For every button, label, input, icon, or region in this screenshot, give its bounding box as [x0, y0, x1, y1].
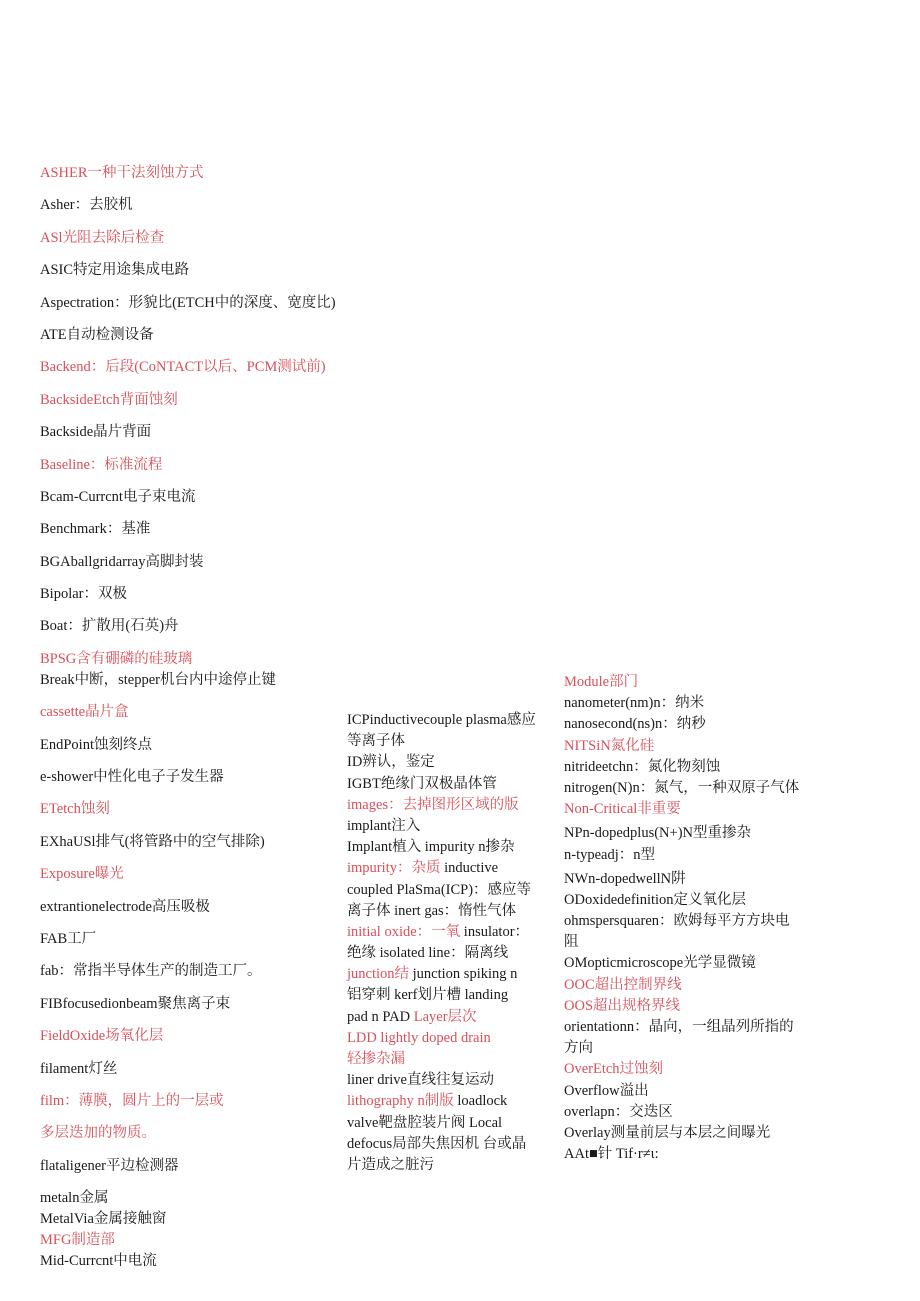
- column-left: [40, 162, 340, 1271]
- glossary-entry: [40, 1090, 340, 1122]
- glossary-entry: [564, 1123, 824, 1144]
- glossary-entry: [40, 583, 340, 615]
- entry-text: Implant植入 impurity n掺杂: [347, 839, 515, 856]
- entry-text: junction spiking n: [409, 966, 518, 983]
- entry-text: nitrideetchn：氮化物刻蚀: [564, 758, 721, 775]
- glossary-entry: [40, 648, 340, 669]
- entry-text: film：薄膜，圆片上的一层或: [40, 1092, 224, 1109]
- glossary-entry: [564, 869, 824, 890]
- entry-text: impurity：杂质: [347, 860, 441, 877]
- entry-text: OOC超出控制界线: [564, 976, 682, 993]
- glossary-entry: [564, 1102, 824, 1123]
- entry-text: pad n PAD: [347, 1008, 414, 1025]
- entry-text: overlapn：交迭区: [564, 1103, 673, 1120]
- entry-text: Bipolar：双极: [40, 586, 127, 603]
- entry-text: images：去掉图形区域的版: [347, 796, 519, 813]
- entry-text: inductive: [440, 860, 499, 877]
- glossary-entry: [347, 922, 557, 943]
- entry-text: nanosecond(ns)n：纳秒: [564, 716, 706, 733]
- glossary-entry: [564, 736, 824, 757]
- glossary-entry: [40, 389, 340, 421]
- entry-text: OverEtch过蚀刻: [564, 1061, 664, 1078]
- glossary-entry: [347, 710, 557, 731]
- glossary-entry: [40, 292, 340, 324]
- glossary-entry: [347, 1049, 557, 1070]
- glossary-entry: [347, 858, 557, 879]
- entry-text: ASHER一种干法刻蚀方式: [40, 165, 204, 181]
- entry-text: extrantionelectrode高压吸极: [40, 898, 210, 915]
- glossary-entry: [40, 831, 340, 863]
- entry-text: 离子体 inert gas：惰性气体: [347, 902, 517, 919]
- glossary-entry: [564, 1059, 824, 1080]
- entry-text: 铝穿刺 kerf划片槽 landing: [347, 987, 509, 1004]
- entry-text: Boat：扩散用(石英)舟: [40, 618, 179, 635]
- entry-text: lithography n制版: [347, 1093, 454, 1110]
- entry-text: BacksideEtch背面蚀刻: [40, 391, 178, 408]
- entry-text: initial oxide：一氧: [347, 923, 461, 940]
- glossary-entry: [40, 766, 340, 798]
- entry-text: ASIC特定用途集成电路: [40, 262, 190, 279]
- glossary-entry: [564, 1017, 824, 1038]
- glossary-entry: [347, 901, 557, 922]
- entry-text: defocus局部失焦因机 台或晶: [347, 1135, 527, 1152]
- glossary-entry: [347, 1155, 557, 1176]
- column-right: [564, 672, 824, 1165]
- glossary-entry: [564, 890, 824, 911]
- entry-text: 方向: [564, 1040, 593, 1057]
- glossary-entry: [40, 993, 340, 1025]
- entry-text: Break中断，stepper机台内中途停止键: [40, 671, 276, 688]
- entry-text: BPSG含有硼磷的硅玻璃: [40, 650, 193, 667]
- glossary-entry: [347, 1070, 557, 1091]
- glossary-entry: [564, 1144, 824, 1165]
- entry-text: ID辨认，鉴定: [347, 754, 435, 771]
- column-middle: [347, 710, 557, 1176]
- entry-text: metaln金属: [40, 1190, 109, 1207]
- glossary-entry: [347, 985, 557, 1006]
- entry-text: ODoxidedefinition定义氧化层: [564, 891, 747, 908]
- entry-text: loadlock: [453, 1093, 508, 1110]
- glossary-entry: [564, 845, 824, 866]
- entry-text: 阻: [564, 934, 579, 951]
- glossary-entry: [564, 911, 824, 932]
- glossary-entry: [347, 943, 557, 964]
- entry-text: n-typeadj：n型: [564, 846, 656, 863]
- entry-text: FieldOxide场氧化层: [40, 1028, 164, 1045]
- entry-text: BGAballgridarray高脚封装: [40, 553, 204, 570]
- glossary-entry: [40, 356, 340, 388]
- entry-text: Layer层次: [413, 1008, 477, 1025]
- glossary-entry: [564, 975, 824, 996]
- glossary-entry: [40, 518, 340, 550]
- glossary-entry: [564, 672, 824, 693]
- entry-text: Bcam-Currcnt电子束电流: [40, 488, 196, 505]
- glossary-entry: [564, 953, 824, 974]
- entry-text: FAB工厂: [40, 930, 97, 947]
- glossary-entry: [40, 227, 340, 259]
- glossary-entry: [347, 795, 557, 816]
- entry-text: liner drive直线往复运动: [347, 1072, 494, 1089]
- entry-text: MFG制造部: [40, 1232, 115, 1249]
- entry-text: ICPinductivecouple plasma感应: [347, 712, 536, 728]
- entry-text: Benchmark：基准: [40, 521, 151, 538]
- glossary-entry: [347, 964, 557, 985]
- entry-text: NWn-dopedwellN阱: [564, 870, 686, 887]
- entry-text: nitrogen(N)n：氮气，一种双原子气体: [564, 779, 800, 796]
- entry-text: 轻掺杂漏: [347, 1051, 405, 1067]
- glossary-entry: [40, 1155, 340, 1187]
- glossary-entry: [347, 752, 557, 773]
- glossary-entry: [40, 324, 340, 356]
- entry-text: NITSiN氮化硅: [564, 737, 655, 754]
- entry-text: OMopticmicroscope光学显微镜: [564, 955, 756, 972]
- entry-text: Mid-Currcnt中电流: [40, 1253, 157, 1270]
- entry-text: EndPoint蚀刻终点: [40, 736, 152, 753]
- glossary-entry: [347, 1028, 557, 1049]
- entry-text: 绝缘 isolated line：隔离线: [347, 945, 509, 962]
- glossary-entry: [564, 1038, 824, 1059]
- entry-text: AAt■针 Tif·r≠ι:: [564, 1146, 659, 1163]
- glossary-entry: [347, 1113, 557, 1134]
- glossary-entry: [564, 1081, 824, 1102]
- glossary-entry: [40, 454, 340, 486]
- entry-text: nanometer(nm)n：纳米: [564, 695, 705, 712]
- glossary-entry: [40, 1250, 340, 1271]
- entry-text: valve靶盘腔装片阀 Local: [347, 1114, 503, 1131]
- entry-text: EXhaUSl排气(将管路中的空气排除): [40, 833, 265, 850]
- entry-text: Exposure曝光: [40, 866, 124, 883]
- glossary-entry: [40, 162, 340, 194]
- entry-text: IGBT绝缘门双极晶体管: [347, 775, 497, 792]
- entry-text: Baseline：标准流程: [40, 456, 163, 473]
- entry-text: implant注入: [347, 817, 421, 834]
- entry-text: Module部门: [564, 674, 639, 690]
- entry-text: NPn-dopedplus(N+)N型重掺杂: [564, 825, 751, 842]
- entry-text: fab：常指半导体生产的制造工厂。: [40, 963, 262, 980]
- entry-text: ETetch蚀刻: [40, 801, 110, 818]
- entry-text: 等离子体: [347, 733, 405, 750]
- glossary-entry: [40, 960, 340, 992]
- glossary-entry: [347, 837, 557, 858]
- glossary-entry: [40, 1208, 340, 1229]
- glossary-entry: [40, 486, 340, 518]
- entry-text: Aspectration：形貌比(ETCH中的深度、宽度比): [40, 294, 336, 311]
- glossary-entry: [347, 816, 557, 837]
- glossary-entry: [564, 799, 824, 820]
- glossary-entry: [40, 194, 340, 226]
- entry-text: OOS超出规格界线: [564, 997, 681, 1014]
- glossary-entry: [40, 259, 340, 291]
- glossary-entry: [40, 1058, 340, 1090]
- entry-text: ohmspersquaren：欧姆每平方方块电: [564, 913, 790, 930]
- glossary-entry: [40, 896, 340, 928]
- glossary-entry: [40, 551, 340, 583]
- glossary-entry: [40, 1122, 340, 1154]
- entry-text: Overlay测量前层与本层之间曝光: [564, 1124, 771, 1141]
- entry-text: e-shower中性化电子子发生器: [40, 769, 224, 786]
- entry-text: junction结: [347, 966, 410, 983]
- entry-text: coupled PlaSma(ICP)：感应等: [347, 881, 532, 898]
- entry-text: ASl光阻去除后检查: [40, 229, 165, 246]
- glossary-entry: [40, 734, 340, 766]
- glossary-entry: [564, 823, 824, 844]
- glossary-entry: [40, 421, 340, 453]
- entry-text: MetalVia金属接触窗: [40, 1211, 167, 1228]
- entry-text: flataligener平边检测器: [40, 1157, 179, 1174]
- entry-text: FIBfocusedionbeam聚焦离子束: [40, 995, 231, 1012]
- glossary-entry: [347, 774, 557, 795]
- entry-text: Non-Critical非重要: [564, 801, 681, 818]
- glossary-entry: [564, 932, 824, 953]
- glossary-entry: [564, 778, 824, 799]
- entry-text: Overflow溢出: [564, 1082, 649, 1099]
- glossary-entry: [40, 701, 340, 733]
- entry-text: Asher：去胶机: [40, 197, 133, 214]
- glossary-entry: [347, 1091, 557, 1112]
- glossary-entry: [564, 693, 824, 714]
- glossary-entry: [40, 928, 340, 960]
- entry-text: LDD lightly doped drain: [347, 1029, 491, 1046]
- entry-text: orientationn：晶向，一组晶列所指的: [564, 1019, 794, 1035]
- glossary-entry: [347, 1134, 557, 1155]
- glossary-entry: [40, 798, 340, 830]
- glossary-entry: [40, 1229, 340, 1250]
- entry-text: filament灯丝: [40, 1060, 118, 1077]
- glossary-entry: [347, 731, 557, 752]
- entry-text: insulator：: [460, 923, 530, 940]
- glossary-entry: [564, 996, 824, 1017]
- entry-text: 片造成之脏污: [347, 1156, 434, 1173]
- entry-text: ATE自动检测设备: [40, 326, 154, 343]
- glossary-entry: [40, 1187, 340, 1208]
- glossary-entry: [347, 1007, 557, 1028]
- glossary-entry: [564, 757, 824, 778]
- glossary-entry: [347, 880, 557, 901]
- glossary-entry: [40, 863, 340, 895]
- glossary-entry: [40, 669, 340, 701]
- entry-text: Backend：后段(CoNTACT以后、PCM测试前): [40, 359, 326, 376]
- entry-text: Backside晶片背面: [40, 424, 152, 441]
- entry-text: 多层迭加的物质。: [40, 1125, 156, 1142]
- glossary-entry: [40, 615, 340, 647]
- entry-text: cassette晶片盒: [40, 704, 129, 721]
- glossary-entry: [564, 714, 824, 735]
- glossary-entry: [40, 1025, 340, 1057]
